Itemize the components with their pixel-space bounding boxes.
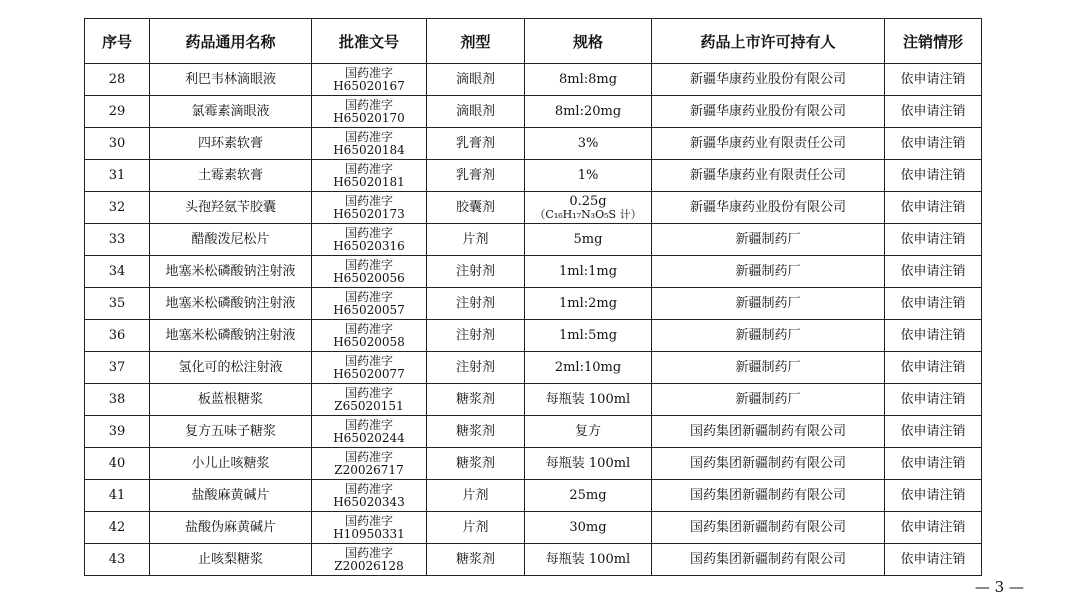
header-specification: 规格	[525, 19, 652, 64]
specification	[525, 448, 652, 480]
row-no: 35	[85, 288, 150, 320]
approval-prefix: 国药准字	[344, 129, 393, 144]
cancellation-status: 依申请注销	[885, 384, 982, 416]
approval-prefix: 国药准字	[344, 385, 393, 400]
dosage-form: 乳膏剂	[427, 128, 525, 160]
row-no: 31	[85, 160, 150, 192]
cancellation-status: 依申请注销	[885, 416, 982, 448]
approval-code: H65020184	[333, 142, 405, 157]
approval-code: H65020316	[333, 238, 405, 253]
license-holder: 国药集团新疆制药有限公司	[652, 512, 885, 544]
approval-code: H65020058	[333, 334, 405, 349]
specification	[525, 416, 652, 448]
table-header-row	[85, 19, 982, 64]
approval-code: Z20026128	[334, 558, 404, 573]
drug-name: 土霉素软膏	[150, 160, 312, 192]
cancellation-status: 依申请注销	[885, 320, 982, 352]
approval-prefix: 国药准字	[344, 353, 393, 368]
drug-name: 四环素软膏	[150, 128, 312, 160]
drug-name: 小儿止咳糖浆	[150, 448, 312, 480]
approval-code: H65020173	[333, 206, 405, 221]
spec-value: 复方	[574, 424, 601, 439]
specification	[525, 288, 652, 320]
spec-value: 每瓶装 100ml	[545, 552, 631, 567]
drug-name: 醋酸泼尼松片	[150, 224, 312, 256]
approval-number	[312, 320, 427, 352]
approval-number	[312, 192, 427, 224]
table-row	[85, 160, 982, 192]
specification	[525, 128, 652, 160]
row-no: 42	[85, 512, 150, 544]
license-holder: 新疆华康药业有限责任公司	[652, 160, 885, 192]
row-no: 39	[85, 416, 150, 448]
cancellation-status: 依申请注销	[885, 480, 982, 512]
row-no: 37	[85, 352, 150, 384]
approval-code: Z20026717	[334, 462, 404, 477]
drug-name: 止咳梨糖浆	[150, 544, 312, 576]
approval-prefix: 国药准字	[344, 161, 393, 176]
cancellation-status: 依申请注销	[885, 256, 982, 288]
approval-code: H65020244	[333, 430, 405, 445]
approval-code: H65020056	[333, 270, 405, 285]
approval-code: H10950331	[333, 526, 405, 541]
spec-value: 每瓶装 100ml	[545, 456, 631, 471]
row-no: 43	[85, 544, 150, 576]
spec-value: 每瓶装 100ml	[545, 392, 631, 407]
license-holder: 新疆华康药业股份有限公司	[652, 192, 885, 224]
row-no: 28	[85, 64, 150, 96]
row-no: 34	[85, 256, 150, 288]
approval-number	[312, 288, 427, 320]
approval-prefix: 国药准字	[344, 417, 393, 432]
drug-name: 板蓝根糖浆	[150, 384, 312, 416]
row-no: 32	[85, 192, 150, 224]
table-row	[85, 256, 982, 288]
table-row	[85, 416, 982, 448]
license-holder: 新疆华康药业有限责任公司	[652, 128, 885, 160]
cancellation-status: 依申请注销	[885, 544, 982, 576]
cancellation-status: 依申请注销	[885, 448, 982, 480]
license-holder: 新疆制药厂	[652, 224, 885, 256]
dosage-form: 片剂	[427, 480, 525, 512]
spec-value: 30mg	[569, 520, 607, 535]
row-no: 40	[85, 448, 150, 480]
approval-prefix: 国药准字	[344, 225, 393, 240]
header-cancellation-status: 注销情形	[885, 19, 982, 64]
spec-value: 1ml:2mg	[558, 296, 618, 311]
approval-number	[312, 544, 427, 576]
table-row	[85, 512, 982, 544]
approval-number	[312, 128, 427, 160]
approval-prefix: 国药准字	[344, 289, 393, 304]
license-holder: 新疆华康药业股份有限公司	[652, 64, 885, 96]
specification	[525, 192, 652, 224]
approval-code: H65020343	[333, 494, 405, 509]
approval-code: Z65020151	[334, 398, 404, 413]
specification	[525, 384, 652, 416]
spec-value: 5mg	[573, 232, 603, 247]
spec-value: 8ml:8mg	[558, 72, 618, 87]
spec-value: 2ml:10mg	[554, 360, 622, 375]
cancellation-status: 依申请注销	[885, 64, 982, 96]
approval-prefix: 国药准字	[344, 513, 393, 528]
approval-number	[312, 480, 427, 512]
approval-code: H65020167	[333, 78, 405, 93]
cancellation-status: 依申请注销	[885, 96, 982, 128]
approval-code: H65020057	[333, 302, 405, 317]
spec-value: 1ml:1mg	[558, 264, 618, 279]
spec-value: 0.25g	[569, 193, 607, 209]
approval-prefix: 国药准字	[344, 97, 393, 112]
table-row	[85, 224, 982, 256]
drug-name: 氢化可的松注射液	[150, 352, 312, 384]
approval-number	[312, 224, 427, 256]
approval-number	[312, 96, 427, 128]
row-no: 38	[85, 384, 150, 416]
table-body	[85, 64, 982, 576]
dosage-form: 片剂	[427, 224, 525, 256]
license-holder: 新疆制药厂	[652, 256, 885, 288]
dosage-form: 滴眼剂	[427, 64, 525, 96]
approval-prefix: 国药准字	[344, 481, 393, 496]
header-no: 序号	[85, 19, 150, 64]
table-row	[85, 320, 982, 352]
license-holder: 新疆制药厂	[652, 384, 885, 416]
dosage-form: 注射剂	[427, 288, 525, 320]
cancellation-status: 依申请注销	[885, 192, 982, 224]
approval-prefix: 国药准字	[344, 449, 393, 464]
cancellation-status: 依申请注销	[885, 160, 982, 192]
dosage-form: 糖浆剂	[427, 416, 525, 448]
dosage-form: 滴眼剂	[427, 96, 525, 128]
license-holder: 新疆制药厂	[652, 288, 885, 320]
spec-value: 8ml:20mg	[554, 104, 622, 119]
dosage-form: 片剂	[427, 512, 525, 544]
header-approval-number: 批准文号	[312, 19, 427, 64]
row-no: 29	[85, 96, 150, 128]
drug-name: 复方五味子糖浆	[150, 416, 312, 448]
specification	[525, 352, 652, 384]
cancellation-status: 依申请注销	[885, 352, 982, 384]
approval-number	[312, 416, 427, 448]
drug-name: 利巴韦林滴眼液	[150, 64, 312, 96]
specification	[525, 480, 652, 512]
drug-name: 盐酸伪麻黄碱片	[150, 512, 312, 544]
spec-value: 25mg	[569, 488, 607, 503]
row-no: 33	[85, 224, 150, 256]
license-holder: 新疆制药厂	[652, 320, 885, 352]
specification	[525, 512, 652, 544]
drug-name: 氯霉素滴眼液	[150, 96, 312, 128]
table-row	[85, 448, 982, 480]
specification	[525, 256, 652, 288]
dosage-form: 糖浆剂	[427, 384, 525, 416]
dosage-form: 胶囊剂	[427, 192, 525, 224]
dosage-form: 糖浆剂	[427, 448, 525, 480]
license-holder: 国药集团新疆制药有限公司	[652, 448, 885, 480]
table-row	[85, 192, 982, 224]
spec-value: 3%	[577, 136, 599, 151]
table-row	[85, 288, 982, 320]
specification	[525, 96, 652, 128]
header-dosage-form: 剂型	[427, 19, 525, 64]
specification	[525, 544, 652, 576]
specification	[525, 64, 652, 96]
approval-number	[312, 64, 427, 96]
page-number: — 3 —	[974, 578, 1024, 596]
table-row	[85, 480, 982, 512]
table-row	[85, 128, 982, 160]
table-row	[85, 544, 982, 576]
header-holder: 药品上市许可持有人	[652, 19, 885, 64]
table-row	[85, 64, 982, 96]
approval-prefix: 国药准字	[344, 545, 393, 560]
approval-prefix: 国药准字	[344, 65, 393, 80]
dosage-form: 注射剂	[427, 352, 525, 384]
cancellation-status: 依申请注销	[885, 128, 982, 160]
row-no: 30	[85, 128, 150, 160]
cancellation-status: 依申请注销	[885, 512, 982, 544]
specification	[525, 224, 652, 256]
table-row	[85, 384, 982, 416]
drug-name: 盐酸麻黄碱片	[150, 480, 312, 512]
row-no: 36	[85, 320, 150, 352]
dosage-form: 注射剂	[427, 320, 525, 352]
approval-code: H65020181	[333, 174, 405, 189]
approval-code: H65020077	[333, 366, 405, 381]
approval-number	[312, 448, 427, 480]
drug-name: 地塞米松磷酸钠注射液	[150, 320, 312, 352]
dosage-form: 注射剂	[427, 256, 525, 288]
license-holder: 新疆制药厂	[652, 352, 885, 384]
spec-value: 1%	[577, 168, 599, 183]
dosage-form: 乳膏剂	[427, 160, 525, 192]
license-holder: 新疆华康药业股份有限公司	[652, 96, 885, 128]
spec-value: 1ml:5mg	[558, 328, 618, 343]
license-holder: 国药集团新疆制药有限公司	[652, 480, 885, 512]
spec-note: （C₁₆H₁₇N₃O₅S 计）	[534, 207, 642, 221]
header-drug-name: 药品通用名称	[150, 19, 312, 64]
drug-cancellation-table	[84, 18, 982, 576]
drug-name: 地塞米松磷酸钠注射液	[150, 288, 312, 320]
approval-prefix: 国药准字	[344, 321, 393, 336]
approval-number	[312, 256, 427, 288]
drug-name: 头孢羟氨苄胶囊	[150, 192, 312, 224]
license-holder: 国药集团新疆制药有限公司	[652, 416, 885, 448]
dosage-form: 糖浆剂	[427, 544, 525, 576]
approval-number	[312, 384, 427, 416]
drug-name: 地塞米松磷酸钠注射液	[150, 256, 312, 288]
cancellation-status: 依申请注销	[885, 288, 982, 320]
approval-code: H65020170	[333, 110, 405, 125]
approval-number	[312, 512, 427, 544]
specification	[525, 320, 652, 352]
table-row	[85, 96, 982, 128]
license-holder: 国药集团新疆制药有限公司	[652, 544, 885, 576]
table-row	[85, 352, 982, 384]
cancellation-status: 依申请注销	[885, 224, 982, 256]
specification	[525, 160, 652, 192]
approval-prefix: 国药准字	[344, 193, 393, 208]
approval-prefix: 国药准字	[344, 257, 393, 272]
row-no: 41	[85, 480, 150, 512]
approval-number	[312, 352, 427, 384]
approval-number	[312, 160, 427, 192]
